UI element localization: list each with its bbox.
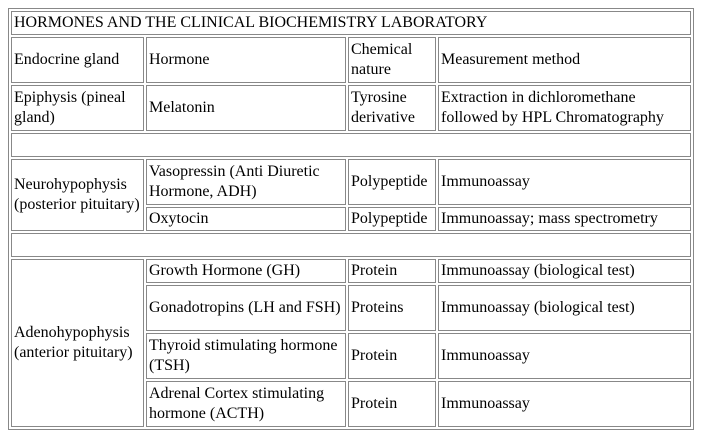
method-cell: Extraction in dichloromethane followed by HPL Chromatography [438, 85, 691, 131]
nature-cell: Protein [348, 259, 436, 283]
hormone-cell: Gonadotropins (LH and FSH) [146, 285, 346, 331]
gland-neurohypophysis: Neurohypophysis (posterior pituitary) [11, 159, 144, 231]
table-title: HORMONES AND THE CLINICAL BIOCHEMISTRY LABORATORY [11, 11, 691, 35]
nature-cell: Proteins [348, 285, 436, 331]
spacer-row [11, 133, 691, 157]
spacer-cell [11, 233, 691, 257]
hormone-cell: Growth Hormone (GH) [146, 259, 346, 283]
hormone-cell: Adrenal Cortex stimulating hormone (ACTH) [146, 381, 346, 427]
header-hormone: Hormone [146, 37, 346, 83]
nature-cell: Polypeptide [348, 159, 436, 205]
header-chemical-nature: Chemical nature [348, 37, 436, 83]
header-measurement-method: Measurement method [438, 37, 691, 83]
header-row [11, 37, 691, 83]
gland-epiphysis: Epiphysis (pineal gland) [11, 85, 144, 131]
hormone-cell: Oxytocin [146, 207, 346, 231]
hormone-cell: Vasopressin (Anti Diuretic Hormone, ADH) [146, 159, 346, 205]
method-cell: Immunoassay (biological test) [438, 259, 691, 283]
method-cell: Immunoassay [438, 381, 691, 427]
hormones-table [8, 8, 694, 430]
method-cell: Immunoassay [438, 333, 691, 379]
nature-cell: Polypeptide [348, 207, 436, 231]
hormone-cell: Melatonin [146, 85, 346, 131]
gland-adenohypophysis: Adenohypophysis (anterior pituitary) [11, 259, 144, 427]
table-row [11, 159, 691, 205]
title-row [11, 11, 691, 35]
nature-cell: Protein [348, 333, 436, 379]
hormone-cell: Thyroid stimulating hormone (TSH) [146, 333, 346, 379]
method-cell: Immunoassay; mass spectrometry [438, 207, 691, 231]
table-row [11, 259, 691, 283]
spacer-cell [11, 133, 691, 157]
header-endocrine-gland: Endocrine gland [11, 37, 144, 83]
method-cell: Immunoassay [438, 159, 691, 205]
nature-cell: Protein [348, 381, 436, 427]
method-cell: Immunoassay (biological test) [438, 285, 691, 331]
nature-cell: Tyrosine derivative [348, 85, 436, 131]
table-row [11, 85, 691, 131]
spacer-row [11, 233, 691, 257]
